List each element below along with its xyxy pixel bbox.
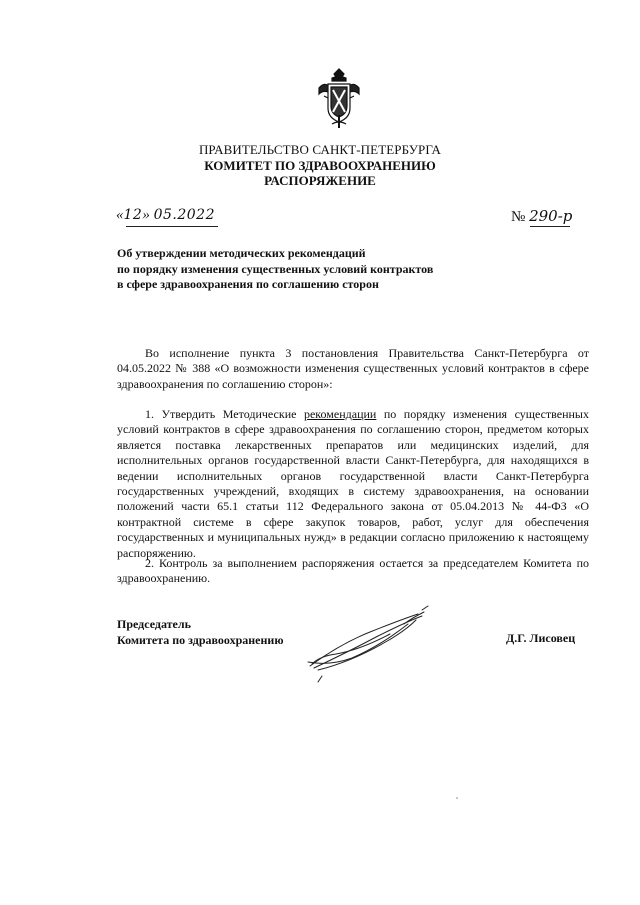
item-1-rest: по порядку изменения существенных условий контрактов в сфере здравоохранения по соглашению сторон, предметом которых является поставка лекарственных препаратов или медицинских изделий, для исполнительных органов государственной власти Санкт-Петербурга, для находящихся в ведении исполнительных органов государственной власти Санкт-Петербурга государственных учреждений, входящих в систему здравоохранения, на основании положений части 65.1 статьи 112 Федерального закона от 05.04.2013 № 44-ФЗ «О контрактной системе в сфере закупок товаров, работ, услуг для обеспечения государственных и муниципальных нужд» в редакции согласно приложению к настоящему распоряжению. xyxy=(117,407,589,560)
subject-line: по порядку изменения существенных условий контрактов xyxy=(117,261,434,276)
document-number xyxy=(511,207,572,226)
document-date xyxy=(116,207,215,224)
date-month-year: 05.2022 xyxy=(153,207,215,223)
number-value: 290-р xyxy=(529,207,573,225)
date-day: 12 xyxy=(123,207,143,223)
date-close-quote: » xyxy=(142,207,150,223)
document-subject xyxy=(117,246,477,293)
scan-speck xyxy=(454,795,460,801)
number-underline xyxy=(530,226,570,227)
handwritten-signature xyxy=(300,604,440,684)
position-line-2: Комитета по здравоохранению xyxy=(117,633,284,647)
coat-of-arms-emblem xyxy=(316,68,362,130)
item-1-underlined-word: рекомендации xyxy=(303,407,377,421)
subject-line: в сфере здравоохранения по соглашению сторон xyxy=(117,277,379,291)
date-underline xyxy=(126,226,218,227)
signatory-position xyxy=(117,616,284,648)
position-line-1: Председатель xyxy=(117,617,191,631)
item-1-start: 1. Утвердить Методические xyxy=(145,407,304,421)
document-type-title: РАСПОРЯЖЕНИЕ xyxy=(264,173,376,188)
number-prefix: № xyxy=(511,209,526,225)
committee-title: КОМИТЕТ ПО ЗДРАВООХРАНЕНИЮ xyxy=(204,158,436,173)
date-open-quote: « xyxy=(116,207,124,223)
item-2-paragraph: 2. Контроль за выполнением распоряжения остается за председателем Комитета по здравоохранению. xyxy=(117,556,589,586)
government-title: ПРАВИТЕЛЬСТВО САНКТ-ПЕТЕРБУРГА xyxy=(198,142,442,157)
preamble-paragraph: Во исполнение пункта 3 постановления Правительства Санкт-Петербурга от 04.05.2022 № 388 «О возможности изменения существенных условий контрактов в сфере здравоохранения по соглашению сторон»: xyxy=(117,346,589,391)
subject-line: Об утверждении методических рекомендаций xyxy=(117,246,366,260)
signatory-name: Д.Г. Лисовец xyxy=(506,631,576,645)
item-1-paragraph xyxy=(117,407,589,561)
